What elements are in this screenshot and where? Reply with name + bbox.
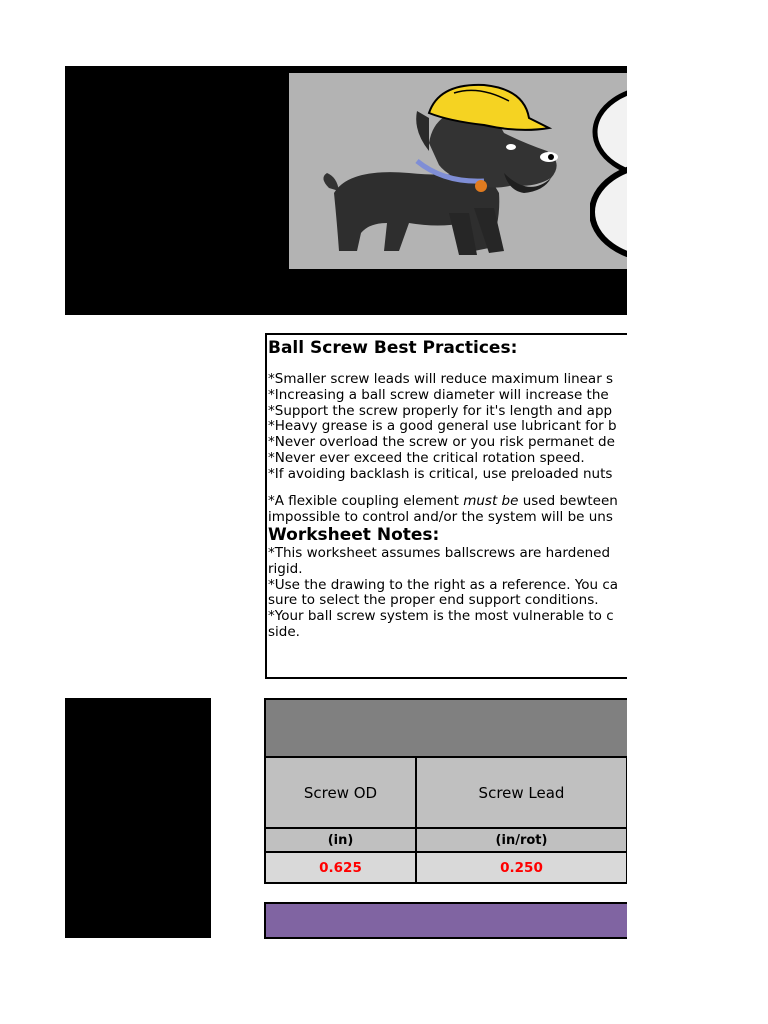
coupling-prefix: *A flexible coupling element bbox=[268, 493, 464, 509]
worksheet-note-line: *This worksheet assumes ballscrews are hardened bbox=[268, 545, 611, 561]
mascot-image bbox=[289, 73, 627, 269]
screw-lead-unit: (in/rot) bbox=[415, 827, 627, 853]
worksheet-note-line: *Use the drawing to the right as a reference. You ca bbox=[268, 576, 619, 593]
logo-shape-icon bbox=[590, 82, 627, 257]
best-practice-item: *Support the screw properly for it's length and app bbox=[268, 402, 613, 419]
coupling-emphasis: must be bbox=[463, 493, 519, 509]
worksheet-notes-title: Worksheet Notes: bbox=[268, 525, 440, 545]
screw-od-value[interactable]: 0.625 bbox=[264, 851, 417, 884]
screw-lead-value[interactable]: 0.250 bbox=[415, 851, 627, 884]
table-header-bar bbox=[264, 698, 627, 758]
coupling-note-line2: impossible to control and/or the system will be uns bbox=[268, 508, 613, 525]
coupling-note bbox=[268, 494, 618, 510]
screw-lead-label: Screw Lead bbox=[415, 756, 627, 829]
best-practice-item: *Never overload the screw or you risk permanet de bbox=[268, 434, 615, 451]
terrier-hardhat-icon bbox=[289, 73, 627, 269]
best-practice-item: *Heavy grease is a good general use lubricant for b bbox=[268, 418, 617, 435]
table-column-3 bbox=[626, 756, 627, 829]
side-black-block bbox=[65, 698, 211, 938]
worksheet-note-line: sure to select the proper end support conditions. bbox=[268, 592, 599, 609]
best-practice-item: *Never ever exceed the critical rotation speed. bbox=[268, 449, 585, 466]
best-practices-title: Ball Screw Best Practices: bbox=[268, 338, 518, 358]
best-practice-item: *Increasing a ball screw diameter will increase the bbox=[268, 386, 609, 403]
table-column-3-unit bbox=[626, 827, 627, 853]
notes-panel bbox=[265, 333, 627, 679]
screw-od-unit: (in) bbox=[264, 827, 417, 853]
coupling-suffix: used bewteen bbox=[518, 493, 618, 509]
purple-section-bar bbox=[264, 902, 627, 939]
worksheet-note-line: side. bbox=[268, 623, 300, 640]
worksheet-note-line: *Your ball screw system is the most vulnerable to c bbox=[268, 608, 614, 625]
table-column-3-value[interactable] bbox=[626, 851, 627, 884]
screw-od-label: Screw OD bbox=[264, 756, 417, 829]
best-practice-item: *Smaller screw leads will reduce maximum linear s bbox=[268, 371, 614, 387]
best-practice-item: *If avoiding backlash is critical, use preloaded nuts bbox=[268, 465, 613, 482]
worksheet-note-line: rigid. bbox=[268, 560, 303, 577]
